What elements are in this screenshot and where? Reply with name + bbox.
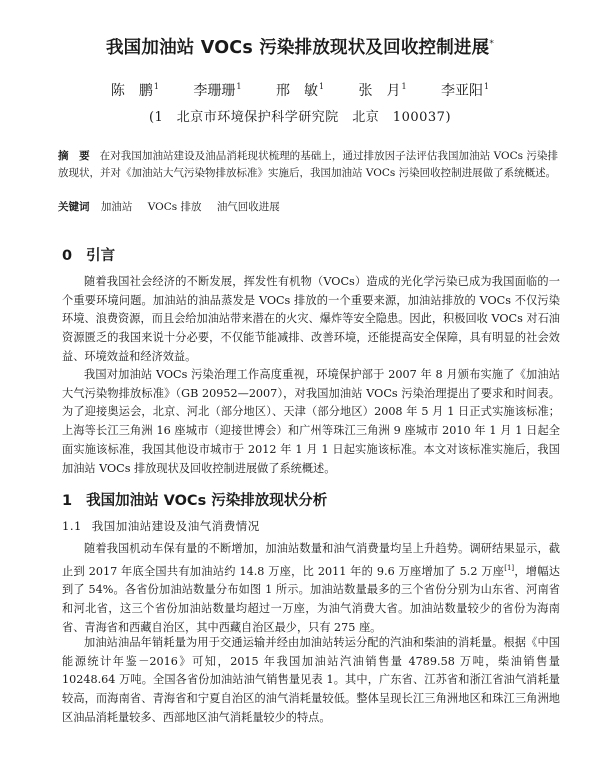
section-title: 我国加油站 VOCs 污染排放现状分析 bbox=[86, 493, 328, 509]
subsection-title: 我国加油站建设及油气消费情况 bbox=[91, 519, 260, 533]
author-affil-mark: 1 bbox=[236, 82, 242, 91]
author-name: 张 月 bbox=[358, 83, 401, 99]
section-heading bbox=[62, 244, 115, 265]
author-affil-mark: 1 bbox=[153, 82, 159, 91]
body-paragraph: 加油站油品年销耗量为用于交通运输并经由加油站转运分配的汽油和柴油的消耗量。根据《中国能源统计年鉴－2016》可知，2015 年我国加油站汽油销售量 4789.58 万吨，柴油销售量 10248.64 万吨。全国各省份加油站油气销售量见表 1。其中，广东省、江苏省和浙江省油气消耗量较高，而海南省、青海省和宁夏自治区的油气消耗量较低。整体呈现长江三角洲地区和珠江三角洲地区油品消耗量较多、西部地区油气消耗量较少的特点。 bbox=[62, 636, 560, 724]
body-paragraph: 我国对加油站 VOCs 污染治理工作高度重视，环境保护部于 2007 年 8 月颁布实施了《加油站大气污染物排放标准》（GB 20952—2007），对我国加油站 VOCs 污染治理提出了要求和时间表。为了迎接奥运会，北京、河北（部分地区）、天津（部分地区）2008 年 5 月 1 日正式实施该标准；上海等长江三角洲 16 座城市（迎接世博会）和广州等珠江三角洲 9 座城市 2010 年 1 月 1 日起全面实施该标准，我国其他设市城市于 2012 年 1 月 1 日起实施该标准。本文对该标准实施后，我国加油站 VOCs 排放现状及回收控制进展做了系统概述。 bbox=[62, 368, 560, 475]
title-footnote-mark: * bbox=[489, 39, 495, 49]
author-affil-mark: 1 bbox=[318, 82, 325, 91]
author bbox=[111, 83, 159, 99]
abstract-text: 在对我国加油站建设及油品消耗现状梳理的基础上，通过排放因子法评估我国加油站 VOCs 污染排放现状，并对《加油站大气污染物排放标准》实施后，我国加油站 VOCs 污染回收控制进展做了系统概述。 bbox=[58, 150, 559, 179]
author-name: 陈 鹏 bbox=[110, 83, 153, 99]
body-paragraph: 随着我国社会经济的不断发展，挥发性有机物（VOCs）造成的光化学污染已成为我国面临的一个重要环境问题。加油站的油品蒸发是 VOCs 排放的一个重要来源，加油站排放的 VOCs 不仅污染环境、浪费资源，而且会给加油站带来潜在的火灾、爆炸等安全隐患。因此，积极回收 VOCs 对石油资源匮乏的我国来说十分必要，不仅能节能减排、改善环境，还能提高安全保障，具有明显的社会效益、环境效益和经济效益。 bbox=[62, 275, 560, 363]
subsection-heading bbox=[62, 518, 260, 534]
author-affil-mark: 1 bbox=[484, 82, 490, 91]
author-list bbox=[0, 80, 600, 100]
author bbox=[441, 83, 489, 99]
author-name: 李珊珊 bbox=[193, 83, 236, 99]
keyword: 加油站 bbox=[100, 201, 133, 213]
paper-title bbox=[0, 34, 600, 59]
author-name: 李亚阳 bbox=[441, 83, 484, 99]
paper-title-text: 我国加油站 VOCs 污染排放现状及回收控制进展 bbox=[105, 38, 490, 58]
section-heading bbox=[62, 489, 327, 510]
affiliation: (1 北京市环境保护科学研究院 北京 100037) bbox=[148, 110, 452, 125]
author-name: 邢 敏 bbox=[275, 83, 318, 99]
keyword: VOCs 排放 bbox=[147, 201, 202, 213]
body-paragraph bbox=[62, 540, 560, 638]
citation-ref: [1] bbox=[504, 563, 515, 572]
section-number: 0 bbox=[62, 248, 73, 264]
section-title: 引言 bbox=[86, 248, 116, 264]
abstract bbox=[58, 148, 558, 181]
keywords-label: 关键词 bbox=[58, 201, 90, 213]
subsection-number: 1.1 bbox=[62, 519, 82, 533]
author-affil-mark: 1 bbox=[401, 82, 407, 91]
abstract-label: 摘 要 bbox=[58, 150, 90, 162]
author bbox=[359, 83, 407, 99]
author bbox=[276, 83, 324, 99]
keyword: 油气回收进展 bbox=[216, 201, 280, 213]
paragraph-text: ，增幅达到了 54%。各省份加油站数量分布如图 1 所示。加油站数量最多的三个省份分别为山东省、河南省和河北省，这三个省份加油站数量均超过一万座，为油气消费大省。加油站数量较少的省份为海南省、青海省和西藏自治区，其中西藏自治区最少，只有 275 座。 bbox=[62, 564, 560, 634]
author bbox=[193, 83, 241, 99]
section-number: 1 bbox=[62, 493, 73, 509]
paragraph-text: 随着我国机动车保有量的不断增加，加油站数量和油气消费量均呈上升趋势。调研结果显示，截止到 2017 年底全国共有加油站约 14.8 万座，比 2011 年的 9.6 万座增加了 5.2 万座 bbox=[62, 542, 560, 578]
keywords bbox=[58, 199, 558, 215]
